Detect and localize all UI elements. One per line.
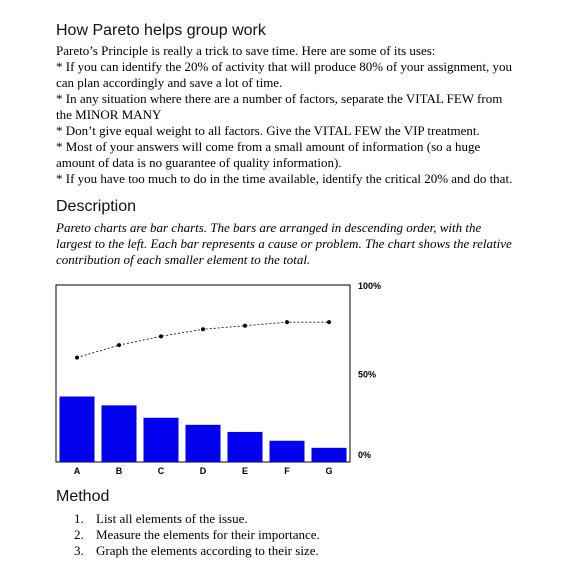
description-line: largest to the left. Each bar represents a cause or problem. The chart shows the relative (56, 236, 512, 251)
x-tick-label: G (325, 466, 333, 476)
cumulative-point (159, 334, 163, 338)
method-item (74, 543, 320, 559)
method-list (74, 511, 320, 559)
cumulative-point (327, 320, 331, 324)
right-axis-tick-label: 0% (358, 450, 372, 460)
cumulative-point (201, 327, 205, 331)
pareto-chart (50, 278, 390, 482)
chart-bar-C (144, 418, 179, 462)
method-item (74, 527, 320, 543)
method-item-text: List all elements of the issue. (96, 511, 248, 526)
method-item-number: 3. (74, 543, 84, 558)
right-axis-tick-label: 100% (358, 281, 382, 291)
pareto-heading: How Pareto helps group work (56, 22, 266, 39)
method-item-text: Measure the elements for their importance. (96, 527, 320, 542)
x-tick-label: F (284, 466, 290, 476)
intro-line: amount of data is no guarantee of quality information). (56, 155, 342, 170)
description-text (56, 220, 546, 268)
intro-line: Pareto’s Principle is really a trick to save time. Here are some of its uses: (56, 43, 436, 58)
x-tick-label: B (115, 466, 123, 476)
method-item-number: 2. (74, 527, 84, 542)
chart-bar-E (228, 432, 263, 462)
intro-line: * In any situation where there are a number of factors, separate the VITAL FEW from (56, 91, 503, 106)
chart-bar-G (312, 448, 347, 462)
intro-line: * If you have too much to do in the time available, identify the critical 20% and do that. (56, 171, 513, 186)
x-tick-label: C (157, 466, 165, 476)
intro-text (56, 43, 536, 187)
x-tick-label: A (73, 466, 81, 476)
description-heading: Description (56, 198, 137, 215)
cumulative-point (243, 324, 247, 328)
method-item-number: 1. (74, 511, 84, 526)
method-item-text: Graph the elements according to their size. (96, 543, 319, 558)
right-axis-tick-label: 50% (358, 369, 377, 380)
method-heading: Method (56, 488, 110, 505)
chart-bar-F (270, 441, 305, 462)
description-line: Pareto charts are bar charts. The bars are arranged in descending order, with the (56, 220, 482, 235)
cumulative-point (117, 343, 121, 347)
intro-line: the MINOR MANY (56, 107, 162, 122)
intro-line: can plan accordingly and save a lot of time. (56, 75, 283, 90)
cumulative-point (285, 320, 289, 324)
intro-line: * Most of your answers will come from a small amount of information (so a huge (56, 139, 481, 154)
intro-line: * Don’t give equal weight to all factors. Give the VITAL FEW the VIP treatment. (56, 123, 480, 138)
description-line: contribution of each smaller element to the total. (56, 252, 311, 267)
x-tick-label: D (199, 466, 207, 476)
chart-bar-A (60, 397, 95, 462)
intro-line: * If you can identify the 20% of activity that will produce 80% of your assignment, you (56, 59, 512, 74)
cumulative-point (75, 356, 79, 360)
chart-bar-B (102, 405, 137, 462)
x-tick-label: E (241, 466, 249, 476)
chart-bar-D (186, 425, 221, 462)
method-item (74, 511, 320, 527)
